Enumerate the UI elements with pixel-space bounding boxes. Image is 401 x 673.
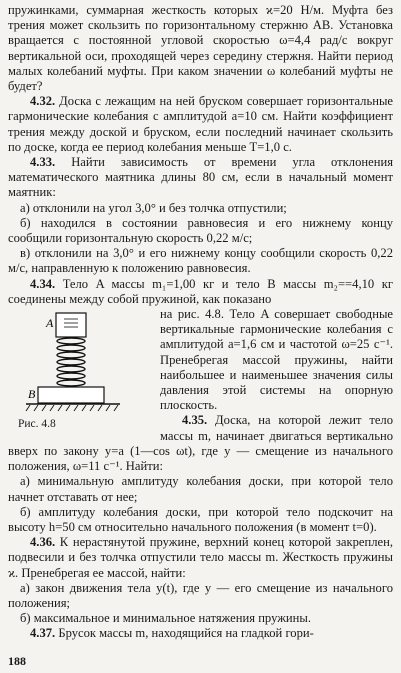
problem-4-33-a: а) отклонили на угол 3,0° и без толчка отпустили; <box>20 200 287 215</box>
problem-text: Брусок массы m, находящийся на гладкой гори- <box>55 626 314 641</box>
problem-4-33-b: б) находился в состоянии равновесия и его нижнему концу сообщили горизонтальную скорость 0,22 м/с; <box>8 215 393 246</box>
problem-number: 4.34. <box>30 276 56 291</box>
problem-number: 4.36. <box>30 535 56 550</box>
problem-text: Тело A массы m₁=1,00 кг и тело B массы m₂==4,10 кг соединены между собой пружиной, как показано <box>8 276 393 306</box>
figure-caption: Рис. 4.8 <box>18 418 56 431</box>
problem-number: 4.32. <box>30 94 56 109</box>
problem-number: 4.35. <box>182 413 208 428</box>
problem-4-33 <box>8 155 393 201</box>
label-a: A <box>46 316 54 331</box>
problem-4-33-c: в) отклонили на 3,0° и его нижнему концу сообщили скорость 0,22 м/с, направленную к положению равновесия. <box>8 246 393 276</box>
problem-4-36 <box>8 535 393 581</box>
problem-4-37 <box>8 626 393 641</box>
spring-bodies-diagram <box>24 309 134 415</box>
body-b <box>38 387 104 403</box>
problem-4-36-a: а) закон движения тела y(t), где y — его смещение из начального положения; <box>8 580 393 610</box>
problem-text: Найти зависимость от времени угла отклонения математического маятника длины 80 см, если в начальный момент маятник: <box>8 155 393 200</box>
problem-4-32 <box>8 94 393 155</box>
problem-4-34 <box>8 277 393 307</box>
spring <box>57 338 85 386</box>
problem-text: К нерастянутой пружине, верхний конец которой закреплен, подвесили и без толчка отпустили тело массы m. Жесткость пружины ϰ. Пренебрегая ее массой, найти: <box>8 535 393 580</box>
problem-4-34-continued: на рис. 4.8. Тело A совершает свободные вертикальные гармонические колебания с амплитудой a=1,6 см и частотой ω=25 c⁻¹. Пренебрегая массой пружины, найти наибольшее и наименьшее значения силы давления этой системы на опорную плоскость. <box>160 307 393 413</box>
problem-number: 4.33. <box>30 155 56 170</box>
figure-4-8 <box>8 309 150 432</box>
problem-4-35-b: б) амплитуду колебания доски, при которой тело подскочит на высоту h=50 см относительно начального положения (в момент t=0). <box>8 504 393 534</box>
support-hatching <box>26 405 118 411</box>
problem-text: Доска, на которой лежит тело массы m, начинает двигаться вертикально вверх по закону y=a (1—cos ωt), где y — смещение из начального положения, ω=11 c⁻¹. Найти: <box>8 413 393 474</box>
problem-4-36-b: б) максимальное и минимальное натяжения пружины. <box>20 611 311 626</box>
continuation-paragraph: пружинками, суммарная жесткость которых ϰ=20 Н/м. Муфта без трения может скользить по горизонтальному стержню AB. Установка вращается с постоянной угловой скоростью ω=4,4 рад/с вокруг вертикальной оси, проходящей через середину стержня. Найти период малых колебаний муфты. При каком значении ω колебаний муфты не будет? <box>8 3 393 94</box>
page-number: 188 <box>8 653 26 668</box>
problem-number: 4.37. <box>30 626 56 641</box>
problem-4-35-a: а) минимальную амплитуду колебания доски, при которой тело начнет отставать от нее; <box>8 474 393 504</box>
problem-text: Доска с лежащим на ней бруском совершает горизонтальные гармонические колебания с амплитудой a=10 см. Найти коэффициент трения между доской и бруском, если последний начинает скользить по доске, когда ее период колебания меньше T=1,0 с. <box>8 94 393 154</box>
body-a <box>56 313 86 337</box>
label-b: B <box>28 387 36 402</box>
